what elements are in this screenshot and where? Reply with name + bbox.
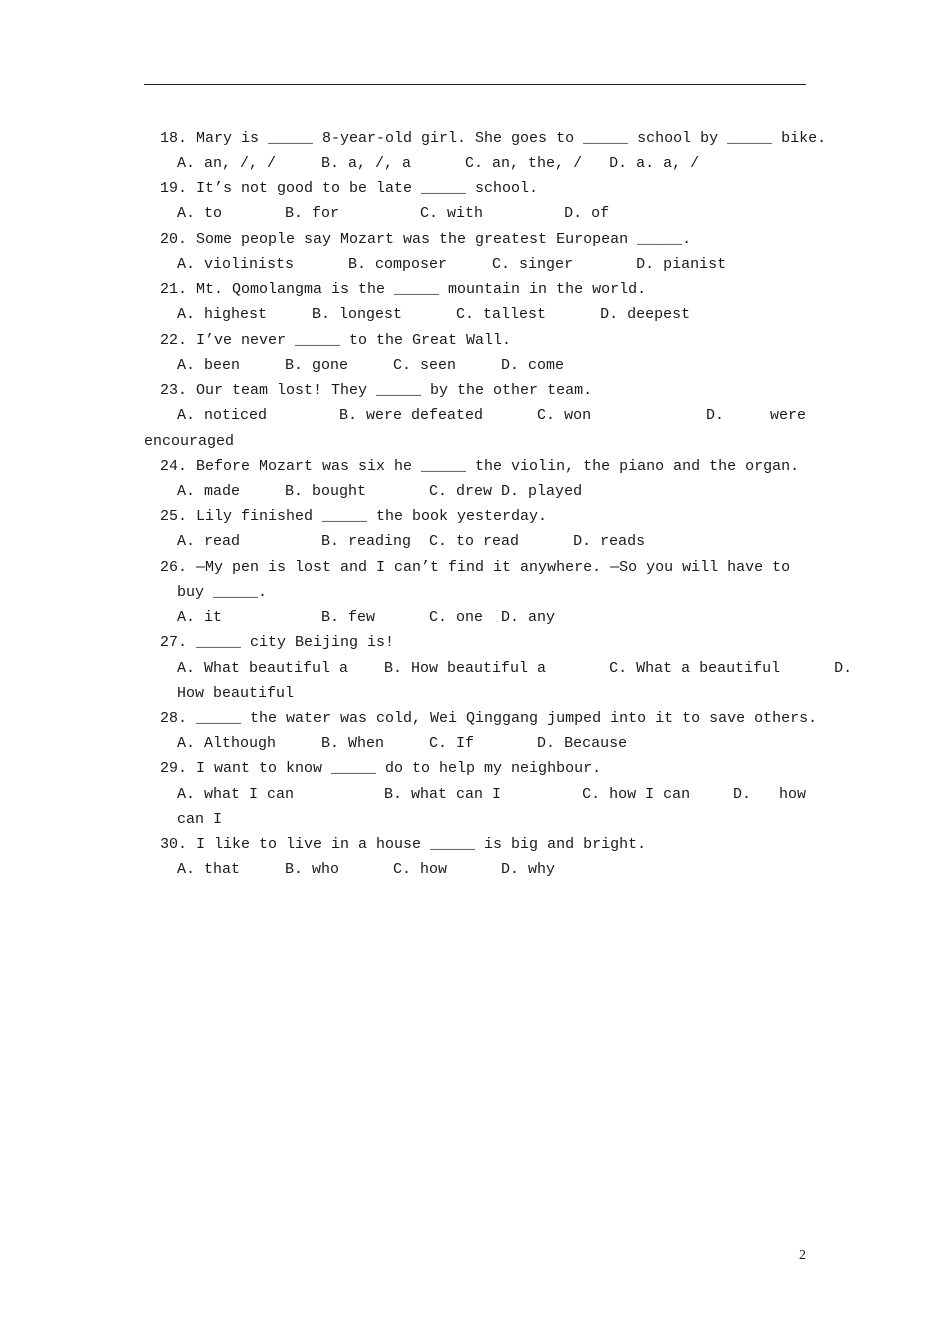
- question-26: 26. —My pen is lost and I can’t find it anywhere. —So you will have to: [160, 559, 791, 576]
- question-20: 20. Some people say Mozart was the greatest European _____.: [160, 231, 692, 248]
- options-28: A. Although B. When C. If D. Because: [177, 735, 628, 752]
- options-22: A. been B. gone C. seen D. come: [177, 357, 565, 374]
- options-29-continued: can I: [177, 811, 223, 828]
- options-25: A. read B. reading C. to read D. reads: [177, 533, 646, 550]
- question-18: 18. Mary is _____ 8-year-old girl. She goes to _____ school by _____ bike.: [160, 130, 827, 147]
- question-27: 27. _____ city Beijing is!: [160, 634, 395, 651]
- options-23-d-text: were: [769, 407, 806, 424]
- question-30: 30. I like to live in a house _____ is big and bright.: [160, 836, 647, 853]
- options-27: A. What beautiful a B. How beautiful a C. What a beautiful D.: [177, 660, 853, 677]
- options-23-continued: encouraged: [144, 433, 235, 450]
- question-22: 22. I’ve never _____ to the Great Wall.: [160, 332, 512, 349]
- header-rule: [144, 84, 806, 85]
- question-19: 19. It’s not good to be late _____ school.: [160, 180, 539, 197]
- options-20: A. violinists B. composer C. singer D. pianist: [177, 256, 727, 273]
- options-18: A. an, /, / B. a, /, a C. an, the, / D. a. a, /: [177, 155, 700, 172]
- question-28: 28. _____ the water was cold, Wei Qinggang jumped into it to save others.: [160, 710, 818, 727]
- options-23: [177, 404, 806, 428]
- options-24: A. made B. bought C. drew D. played: [177, 483, 583, 500]
- options-29: [177, 783, 806, 807]
- question-26-continued: buy _____.: [177, 584, 268, 601]
- question-24: 24. Before Mozart was six he _____ the violin, the piano and the organ.: [160, 458, 800, 475]
- page-number: 2: [799, 1248, 806, 1263]
- options-27-continued: How beautiful: [177, 685, 295, 702]
- question-21: 21. Mt. Qomolangma is the _____ mountain in the world.: [160, 281, 647, 298]
- options-29-d-text: how: [778, 786, 806, 803]
- options-29-d-letter: D.: [732, 786, 751, 803]
- options-30: A. that B. who C. how D. why: [177, 861, 556, 878]
- options-26: A. it B. few C. one D. any: [177, 609, 556, 626]
- options-23-abc: A. noticed B. were defeated C. won: [177, 407, 592, 424]
- options-19: A. to B. for C. with D. of: [177, 205, 610, 222]
- options-29-abc: A. what I can B. what can I C. how I can: [177, 786, 691, 803]
- question-23: 23. Our team lost! They _____ by the other team.: [160, 382, 593, 399]
- question-25: 25. Lily finished _____ the book yesterday.: [160, 508, 548, 525]
- options-23-d-letter: D.: [705, 407, 724, 424]
- options-21: A. highest B. longest C. tallest D. deepest: [177, 306, 691, 323]
- question-29: 29. I want to know _____ do to help my neighbour.: [160, 760, 602, 777]
